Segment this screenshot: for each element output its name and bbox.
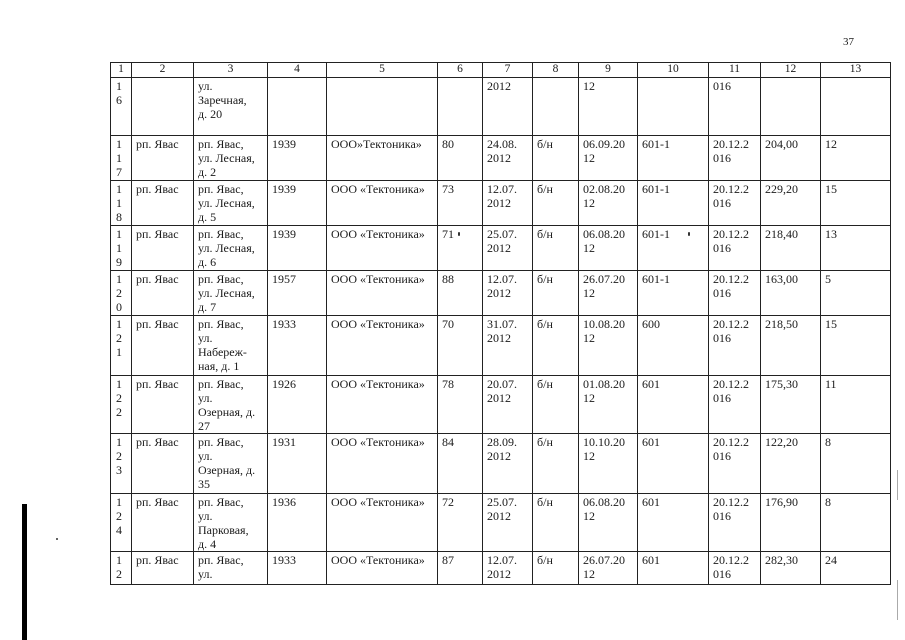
table-cell: 601 xyxy=(638,434,709,494)
table-cell: б/н xyxy=(533,181,579,226)
table-cell: 31.07. 2012 xyxy=(483,316,533,376)
table-cell: 88 xyxy=(438,271,483,316)
table-cell: 1939 xyxy=(268,226,327,271)
header-row xyxy=(111,63,891,78)
table-row xyxy=(111,376,891,434)
table-cell: 601 xyxy=(638,494,709,552)
table-cell xyxy=(638,78,709,136)
table-cell: 122,20 xyxy=(761,434,821,494)
table-cell: рп. Явас, ул. xyxy=(194,552,268,585)
table-cell: 06.09.20 12 xyxy=(579,136,638,181)
table-cell: 229,20 xyxy=(761,181,821,226)
table-cell: 176,90 xyxy=(761,494,821,552)
table-cell: 15 xyxy=(821,316,891,376)
column-header: 11 xyxy=(709,63,761,78)
table-cell: рп. Явас xyxy=(132,181,194,226)
table-cell: 71 xyxy=(438,226,483,271)
table-cell: 204,00 xyxy=(761,136,821,181)
row-number-cell: 1 2 2 xyxy=(111,376,132,434)
row-number-cell: 1 1 9 xyxy=(111,226,132,271)
table-cell: рп. Явас xyxy=(132,376,194,434)
table-cell: ООО»Тектоника» xyxy=(327,136,438,181)
table-cell: 13 xyxy=(821,226,891,271)
table-cell: 01.08.20 12 xyxy=(579,376,638,434)
table-cell: 80 xyxy=(438,136,483,181)
scan-speck xyxy=(56,538,58,540)
column-header: 7 xyxy=(483,63,533,78)
table-cell: б/н xyxy=(533,494,579,552)
table-cell: ООО «Тектоника» xyxy=(327,226,438,271)
table-cell: 016 xyxy=(709,78,761,136)
scan-edge-bar xyxy=(22,504,27,640)
table-cell: ООО «Тектоника» xyxy=(327,376,438,434)
table-cell: 20.12.2 016 xyxy=(709,136,761,181)
table-cell: рп. Явас, ул. Лесная, д. 2 xyxy=(194,136,268,181)
table-cell: 1936 xyxy=(268,494,327,552)
table-cell xyxy=(268,78,327,136)
table-cell: 26.07.20 12 xyxy=(579,552,638,585)
scan-edge-mark xyxy=(897,470,898,500)
table-cell: б/н xyxy=(533,552,579,585)
page-number: 37 xyxy=(843,36,854,48)
table-cell: 282,30 xyxy=(761,552,821,585)
table-cell: 1939 xyxy=(268,181,327,226)
table-cell: 1933 xyxy=(268,316,327,376)
table-cell: рп. Явас, ул. Набереж- ная, д. 1 xyxy=(194,316,268,376)
table-cell xyxy=(327,78,438,136)
column-header: 13 xyxy=(821,63,891,78)
table-cell: 78 xyxy=(438,376,483,434)
table-cell xyxy=(132,78,194,136)
table-cell: 06.08.20 12 xyxy=(579,226,638,271)
scan-speck xyxy=(458,232,460,236)
table-cell: 12 xyxy=(579,78,638,136)
row-number-cell: 1 1 8 xyxy=(111,181,132,226)
table-cell: 601 xyxy=(638,376,709,434)
table-cell: 601-1 xyxy=(638,181,709,226)
table-cell: ООО «Тектоника» xyxy=(327,181,438,226)
table-cell: 5 xyxy=(821,271,891,316)
table-cell: б/н xyxy=(533,434,579,494)
table-cell: рп. Явас xyxy=(132,494,194,552)
table-cell: 20.07. 2012 xyxy=(483,376,533,434)
table-cell: рп. Явас, ул. Озерная, д. 35 xyxy=(194,434,268,494)
table-cell: 20.12.2 016 xyxy=(709,552,761,585)
table-cell: 175,30 xyxy=(761,376,821,434)
table-cell: ООО «Тектоника» xyxy=(327,494,438,552)
table-cell: б/н xyxy=(533,226,579,271)
table-cell: рп. Явас xyxy=(132,316,194,376)
table-cell: б/н xyxy=(533,316,579,376)
table-cell: 12.07. 2012 xyxy=(483,271,533,316)
table-cell: рп. Явас xyxy=(132,434,194,494)
scan-speck xyxy=(688,232,690,236)
row-number-cell: 1 6 xyxy=(111,78,132,136)
table-cell: 10.10.20 12 xyxy=(579,434,638,494)
table-cell: ООО «Тектоника» xyxy=(327,271,438,316)
table-cell: рп. Явас, ул. Парковая, д. 4 xyxy=(194,494,268,552)
table-cell: рп. Явас xyxy=(132,226,194,271)
column-header: 3 xyxy=(194,63,268,78)
table-row xyxy=(111,78,891,136)
table-cell xyxy=(761,78,821,136)
table-cell: 163,00 xyxy=(761,271,821,316)
table-cell: 15 xyxy=(821,181,891,226)
table-row xyxy=(111,434,891,494)
table-cell: 1931 xyxy=(268,434,327,494)
table-cell: 600 xyxy=(638,316,709,376)
table-cell: рп. Явас xyxy=(132,552,194,585)
table-cell: 73 xyxy=(438,181,483,226)
table-cell: 20.12.2 016 xyxy=(709,494,761,552)
table-cell: 20.12.2 016 xyxy=(709,376,761,434)
table-cell: ООО «Тектоника» xyxy=(327,552,438,585)
table-cell: 1926 xyxy=(268,376,327,434)
column-header: 9 xyxy=(579,63,638,78)
row-number-cell: 1 1 7 xyxy=(111,136,132,181)
scan-edge-mark xyxy=(897,580,898,620)
table-cell: 1957 xyxy=(268,271,327,316)
table-cell: 87 xyxy=(438,552,483,585)
table-row xyxy=(111,181,891,226)
table-cell: ООО «Тектоника» xyxy=(327,316,438,376)
table-body xyxy=(111,63,891,585)
table-cell: б/н xyxy=(533,376,579,434)
table-cell: 1939 xyxy=(268,136,327,181)
row-number-cell: 1 2 4 xyxy=(111,494,132,552)
column-header: 2 xyxy=(132,63,194,78)
table-cell: 601-1 xyxy=(638,226,709,271)
table-cell: 20.12.2 016 xyxy=(709,434,761,494)
table-cell xyxy=(438,78,483,136)
table-cell: 06.08.20 12 xyxy=(579,494,638,552)
table-cell: 8 xyxy=(821,434,891,494)
column-header: 8 xyxy=(533,63,579,78)
table-row xyxy=(111,494,891,552)
row-number-cell: 1 2 3 xyxy=(111,434,132,494)
column-header: 10 xyxy=(638,63,709,78)
table-cell: рп. Явас xyxy=(132,271,194,316)
table-cell: 10.08.20 12 xyxy=(579,316,638,376)
table-cell xyxy=(533,78,579,136)
table-cell: 24 xyxy=(821,552,891,585)
table-cell: 12 xyxy=(821,136,891,181)
table-cell: рп. Явас, ул. Озерная, д. 27 xyxy=(194,376,268,434)
table-cell: 2012 xyxy=(483,78,533,136)
table-cell: 20.12.2 016 xyxy=(709,316,761,376)
table-row xyxy=(111,316,891,376)
column-header: 5 xyxy=(327,63,438,78)
table-cell: 218,50 xyxy=(761,316,821,376)
table-cell: 12.07. 2012 xyxy=(483,552,533,585)
table-row xyxy=(111,552,891,585)
table-row xyxy=(111,226,891,271)
table-cell: 02.08.20 12 xyxy=(579,181,638,226)
row-number-cell: 1 2 0 xyxy=(111,271,132,316)
table-cell: 72 xyxy=(438,494,483,552)
table-cell: б/н xyxy=(533,271,579,316)
table-cell: 601-1 xyxy=(638,271,709,316)
table-cell: 25.07. 2012 xyxy=(483,226,533,271)
table-cell: 84 xyxy=(438,434,483,494)
register-table xyxy=(110,62,891,585)
column-header: 6 xyxy=(438,63,483,78)
table-cell: 25.07. 2012 xyxy=(483,494,533,552)
table-cell: ул. Заречная, д. 20 xyxy=(194,78,268,136)
row-number-cell: 1 2 xyxy=(111,552,132,585)
table-cell: б/н xyxy=(533,136,579,181)
table-cell: рп. Явас, ул. Лесная, д. 5 xyxy=(194,181,268,226)
table-cell: 11 xyxy=(821,376,891,434)
table-cell: 20.12.2 016 xyxy=(709,181,761,226)
row-number-cell: 1 2 1 xyxy=(111,316,132,376)
table-row xyxy=(111,136,891,181)
table-cell: 12.07. 2012 xyxy=(483,181,533,226)
table-cell: 601 xyxy=(638,552,709,585)
table-cell: 26.07.20 12 xyxy=(579,271,638,316)
table-cell: 8 xyxy=(821,494,891,552)
table-cell: 28.09. 2012 xyxy=(483,434,533,494)
table-cell: 218,40 xyxy=(761,226,821,271)
table-cell: 24.08. 2012 xyxy=(483,136,533,181)
table-cell: рп. Явас xyxy=(132,136,194,181)
table-cell: рп. Явас, ул. Лесная, д. 7 xyxy=(194,271,268,316)
table-row xyxy=(111,271,891,316)
table-cell: 20.12.2 016 xyxy=(709,226,761,271)
table-cell xyxy=(821,78,891,136)
column-header: 1 xyxy=(111,63,132,78)
table-cell: 1933 xyxy=(268,552,327,585)
table-cell: 601-1 xyxy=(638,136,709,181)
table-cell: рп. Явас, ул. Лесная, д. 6 xyxy=(194,226,268,271)
column-header: 12 xyxy=(761,63,821,78)
table-cell: 20.12.2 016 xyxy=(709,271,761,316)
table-cell: ООО «Тектоника» xyxy=(327,434,438,494)
table-cell: 70 xyxy=(438,316,483,376)
column-header: 4 xyxy=(268,63,327,78)
